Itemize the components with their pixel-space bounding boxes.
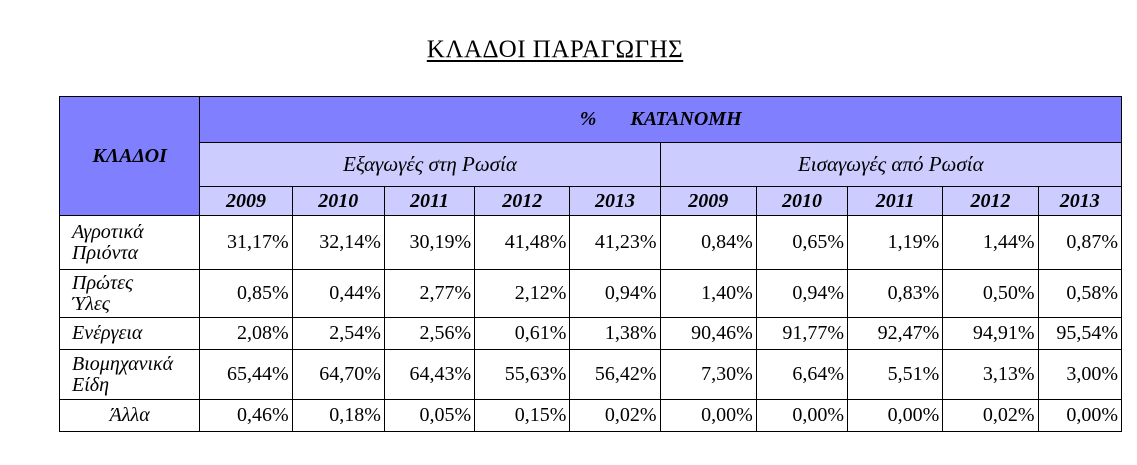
row-label-line: Ενέργεια	[72, 322, 143, 344]
table-row	[60, 400, 1122, 432]
table-cell: 0,00%	[756, 400, 847, 432]
table-cell: 41,23%	[570, 216, 660, 270]
table-cell: 0,00%	[848, 400, 943, 432]
row-label-line: Είδη	[72, 373, 109, 396]
table-cell: 0,44%	[292, 270, 384, 318]
row-label-line: Πρώτες	[72, 271, 134, 294]
row-label	[60, 400, 200, 432]
table-cell: 0,18%	[292, 400, 384, 432]
table-cell: 0,00%	[1038, 400, 1121, 432]
table-cell: 1,19%	[848, 216, 943, 270]
table-cell: 0,02%	[943, 400, 1038, 432]
table-cell: 32,14%	[292, 216, 384, 270]
exports-header: Εξαγωγές στη Ρωσία	[200, 143, 660, 187]
table-cell: 90,46%	[660, 318, 756, 350]
row-label-line: Άλλα	[109, 404, 150, 426]
category-header: ΚΛΑΔΟΙ	[60, 97, 200, 216]
year-header: 2009	[200, 187, 292, 216]
percent-symbol: %	[579, 108, 597, 130]
table-cell: 41,48%	[475, 216, 570, 270]
table-cell: 0,61%	[475, 318, 570, 350]
table-cell: 5,51%	[848, 350, 943, 400]
table-cell: 0,87%	[1038, 216, 1121, 270]
table-cell: 3,00%	[1038, 350, 1121, 400]
table-cell: 2,56%	[384, 318, 474, 350]
table-cell: 0,84%	[660, 216, 756, 270]
table-cell: 92,47%	[848, 318, 943, 350]
table-row	[60, 216, 1122, 270]
table-cell: 0,94%	[756, 270, 847, 318]
table-cell: 2,08%	[200, 318, 292, 350]
row-label	[60, 216, 200, 270]
page-title: ΚΛΑΔΟΙ ΠΑΡΑΓΩΓΗΣ	[426, 36, 684, 63]
table-row	[60, 318, 1122, 350]
table-cell: 0,94%	[570, 270, 660, 318]
row-label	[60, 270, 200, 318]
table-cell: 2,54%	[292, 318, 384, 350]
year-header: 2009	[660, 187, 756, 216]
distribution-header	[200, 97, 1122, 143]
table-cell: 95,54%	[1038, 318, 1121, 350]
year-header: 2010	[756, 187, 847, 216]
year-header: 2011	[848, 187, 943, 216]
table-cell: 6,64%	[756, 350, 847, 400]
table-cell: 2,77%	[384, 270, 474, 318]
year-header: 2011	[384, 187, 474, 216]
table-row	[60, 270, 1122, 318]
table-cell: 31,17%	[200, 216, 292, 270]
table-cell: 94,91%	[943, 318, 1038, 350]
distribution-label: ΚΑΤΑΝΟΜΗ	[630, 108, 742, 130]
year-header-row	[60, 187, 1122, 216]
table-cell: 55,63%	[475, 350, 570, 400]
table-cell: 30,19%	[384, 216, 474, 270]
table-cell: 0,58%	[1038, 270, 1121, 318]
row-label-line: Ύλες	[72, 292, 110, 315]
distribution-table	[59, 96, 1122, 432]
table-cell: 64,70%	[292, 350, 384, 400]
row-label-line: Αγροτικά	[72, 220, 144, 243]
row-label-line: Πριόντα	[72, 241, 139, 264]
row-label	[60, 318, 200, 350]
imports-header: Εισαγωγές από Ρωσία	[660, 143, 1121, 187]
table-cell: 1,44%	[943, 216, 1038, 270]
year-header: 2012	[943, 187, 1038, 216]
year-header: 2012	[475, 187, 570, 216]
table-cell: 3,13%	[943, 350, 1038, 400]
table-cell: 7,30%	[660, 350, 756, 400]
table-cell: 1,40%	[660, 270, 756, 318]
table-cell: 0,00%	[660, 400, 756, 432]
row-label-line: Βιομηχανικά	[72, 352, 174, 375]
table-cell: 0,15%	[475, 400, 570, 432]
table-cell: 2,12%	[475, 270, 570, 318]
table-row	[60, 350, 1122, 400]
table-cell: 1,38%	[570, 318, 660, 350]
table-cell: 65,44%	[200, 350, 292, 400]
table-cell: 0,50%	[943, 270, 1038, 318]
year-header: 2013	[1038, 187, 1121, 216]
table-cell: 0,65%	[756, 216, 847, 270]
table-cell: 0,05%	[384, 400, 474, 432]
table-cell: 64,43%	[384, 350, 474, 400]
table-cell: 0,83%	[848, 270, 943, 318]
year-header: 2013	[570, 187, 660, 216]
table-cell: 0,46%	[200, 400, 292, 432]
row-label	[60, 350, 200, 400]
table-cell: 0,02%	[570, 400, 660, 432]
year-header: 2010	[292, 187, 384, 216]
table-cell: 56,42%	[570, 350, 660, 400]
table-cell: 0,85%	[200, 270, 292, 318]
table-cell: 91,77%	[756, 318, 847, 350]
